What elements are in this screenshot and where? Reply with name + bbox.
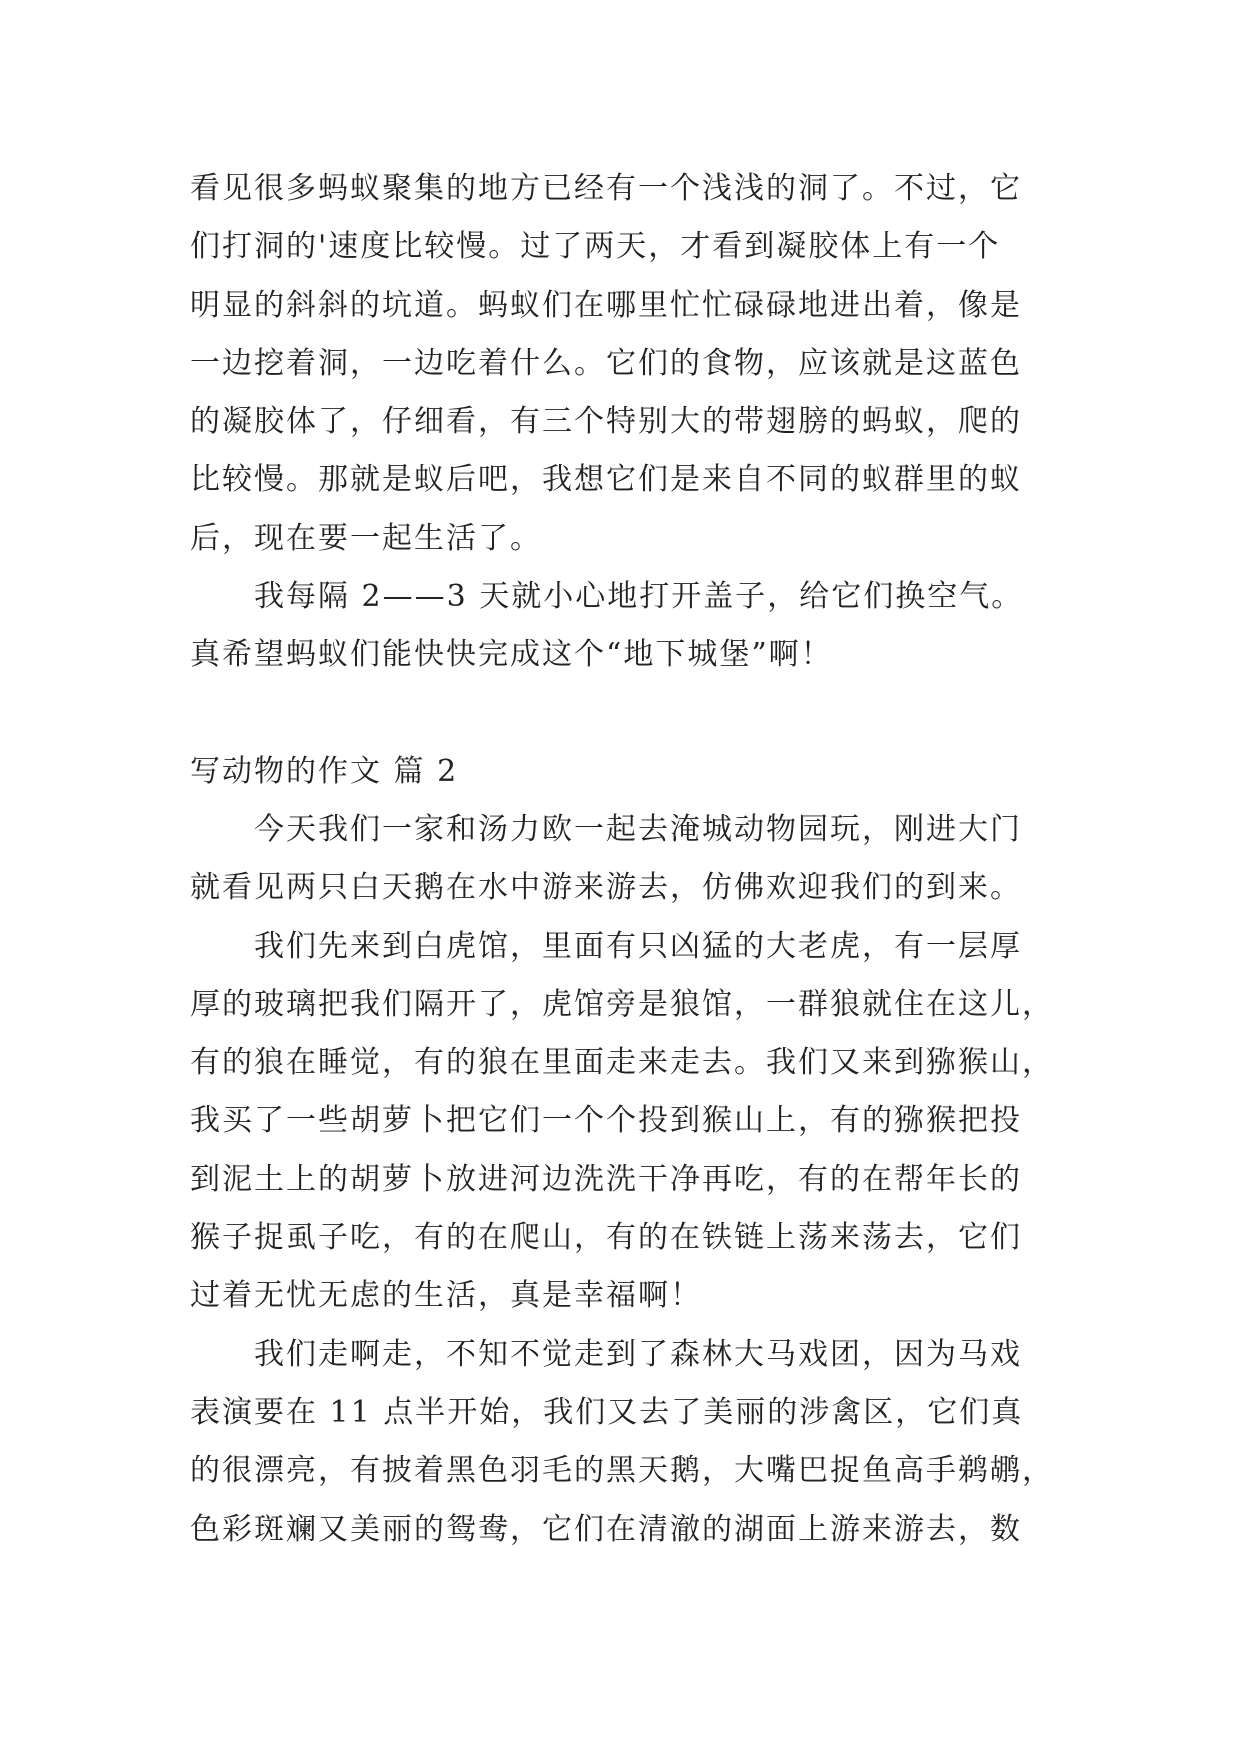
document-body [190,160,1055,1559]
paragraph-line: 的很漂亮，有披着黑色羽毛的黑天鹅，大嘴巴捉鱼高手鹈鹕， [190,1453,1054,1489]
paragraph-line: 厚的玻璃把我们隔开了，虎馆旁是狼馆，一群狼就住在这儿， [190,986,1054,1022]
paragraph-line: 有的狼在睡觉，有的狼在里面走来走去。我们又来到猕猴山， [190,1045,1054,1081]
paragraph-line: 我们先来到白虎馆，里面有只凶猛的大老虎，有一层厚 [254,928,1022,964]
paragraph-line: 我买了一些胡萝卜把它们一个个投到猴山上，有的猕猴把投 [190,1103,1022,1139]
paragraph-line: 就看见两只白天鹅在水中游来游去，仿佛欢迎我们的到来。 [190,870,1022,906]
paragraph-line: 我们走啊走，不知不觉走到了森林大马戏团，因为马戏 [254,1336,1022,1372]
paragraph-line: 过着无忧无虑的生活，真是幸福啊！ [190,1278,702,1314]
paragraph-line: 真希望蚂蚁们能快快完成这个“地下城堡”啊！ [190,637,833,673]
paragraph-line: 表演要在 11 点半开始，我们又去了美丽的涉禽区，它们真 [190,1394,1024,1430]
paragraph-line: 色彩斑斓又美丽的鸳鸯，它们在清澈的湖面上游来游去，数 [190,1511,1022,1547]
paragraph-line: 我每隔 2——3 天就小心地打开盖子，给它们换空气。 [254,579,1024,615]
paragraph-line: 比较慢。那就是蚁后吧，我想它们是来自不同的蚁群里的蚁 [190,462,1022,498]
paragraph-line: 看见很多蚂蚁聚集的地方已经有一个浅浅的洞了。不过，它 [190,171,1022,206]
paragraph-line: 到泥土上的胡萝卜放进河边洗洗干净再吃，有的在帮年长的 [190,1161,1022,1197]
paragraph-line: 猴子捉虱子吃，有的在爬山，有的在铁链上荡来荡去，它们 [190,1220,1022,1256]
paragraph-line: 一边挖着洞，一边吃着什么。它们的食物，应该就是这蓝色 [190,345,1022,381]
paragraph-line: 的凝胶体了，仔细看，有三个特别大的带翅膀的蚂蚁，爬的 [190,404,1022,440]
paragraph-line: 们打洞的'速度比较慢。过了两天，才看到凝胶体上有一个 [190,229,1001,265]
paragraph-line: 今天我们一家和汤力欧一起去淹城动物园玩，刚进大门 [254,811,1022,847]
paragraph-line: 明显的斜斜的坑道。蚂蚁们在哪里忙忙碌碌地进出着，像是 [190,287,1022,323]
section-gap [190,685,1055,743]
paragraph-line: 后，现在要一起生活了。 [190,520,542,556]
section-title: 写动物的作文 篇 2 [190,753,459,789]
